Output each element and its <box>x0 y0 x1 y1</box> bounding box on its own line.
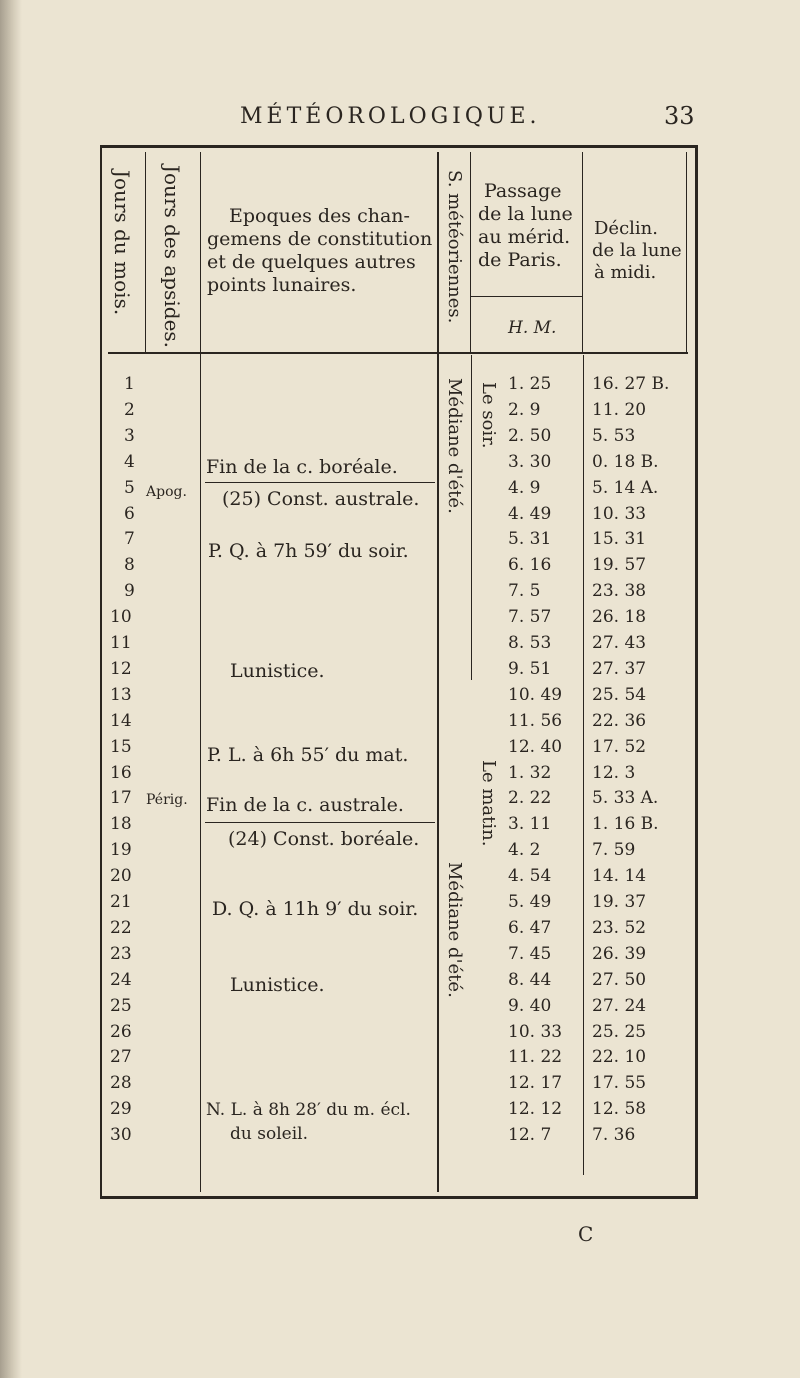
event-lunistice: Lunistice. <box>230 660 325 682</box>
event-const-boreale: (24) Const. boréale. <box>228 828 420 850</box>
apsis-apogee: Apog. <box>146 484 187 500</box>
day-number: 25 <box>110 995 132 1016</box>
declination-value: 26. 18 <box>592 607 647 628</box>
col-rule-4 <box>470 152 471 352</box>
declination-value: 17. 55 <box>592 1073 647 1094</box>
declination-value: 11. 20 <box>592 399 647 420</box>
col-header-declin <box>592 218 682 284</box>
col-rule-2 <box>200 152 201 1192</box>
col-header-passage-line: Passage <box>484 180 562 202</box>
event-fin-boreale: Fin de la c. boréale. <box>206 456 398 478</box>
event-fin-australe: Fin de la c. australe. <box>206 794 404 816</box>
day-number: 1 <box>124 374 135 394</box>
apsis-perigee: Périg. <box>146 792 188 808</box>
col-header-jours-mois: Jours du mois. <box>110 170 134 316</box>
declination-value: 10. 33 <box>592 503 647 524</box>
passage-value: 8. 44 <box>508 969 552 990</box>
declination-value: 23. 52 <box>592 917 647 938</box>
passage-value: 8. 53 <box>508 633 552 653</box>
day-number: 27 <box>110 1047 132 1068</box>
col-header-passage-line: au mérid. <box>478 226 571 248</box>
passage-group-matin: Le matin. <box>478 760 499 847</box>
page-number: 33 <box>664 102 695 130</box>
declination-value: 19. 57 <box>592 555 647 576</box>
passage-value: 12. 40 <box>508 736 563 757</box>
declination-value: 1. 16 B. <box>592 814 659 835</box>
col-rule-1 <box>145 152 146 352</box>
passage-value: 2. 50 <box>508 425 552 446</box>
declination-value: 27. 50 <box>592 969 647 990</box>
col-rule-5 <box>582 152 583 352</box>
event-premier-quartier: P. Q. à 7h 59′ du soir. <box>208 540 409 562</box>
passage-value: 7. 5 <box>508 581 541 602</box>
passage-value: 12. 12 <box>508 1099 563 1120</box>
passage-value: 1. 32 <box>508 762 552 783</box>
passage-value: 3. 30 <box>508 451 552 472</box>
day-number: 21 <box>110 892 132 912</box>
header-bottom-rule <box>108 352 688 354</box>
day-number: 19 <box>110 840 132 861</box>
passage-value: 2. 22 <box>508 788 552 809</box>
passage-value: 9. 51 <box>508 658 552 679</box>
passage-value: 10. 49 <box>508 684 563 705</box>
declination-value: 15. 31 <box>592 529 647 550</box>
col-header-passage <box>478 180 573 272</box>
day-number: 15 <box>110 736 132 757</box>
declination-value: 25. 54 <box>592 684 647 705</box>
col-header-saisons: S. météoriennes. <box>444 170 465 324</box>
saison-mediane-ete: Médiane d'été. <box>444 862 465 998</box>
day-number: 24 <box>110 969 132 990</box>
passage-value: 4. 49 <box>508 503 552 524</box>
col-header-epoques-line: points lunaires. <box>207 274 357 296</box>
passage-value: 3. 11 <box>508 814 552 835</box>
passage-value: 11. 22 <box>508 1047 563 1068</box>
declination-value: 7. 59 <box>592 840 636 861</box>
signature-mark: C <box>578 1222 594 1246</box>
passage-value: 4. 2 <box>508 840 541 861</box>
col-rule-6 <box>686 152 687 352</box>
event-rule <box>205 822 435 823</box>
declination-value: 5. 53 <box>592 425 636 446</box>
col-rule-3 <box>437 152 439 1192</box>
declination-value: 25. 25 <box>592 1021 647 1042</box>
declination-value: 27. 24 <box>592 995 647 1016</box>
event-rule <box>205 482 435 483</box>
col-header-declin-line: Déclin. <box>594 218 658 239</box>
col-header-passage-line: de la lune <box>478 203 573 225</box>
declination-value: 16. 27 B. <box>592 374 670 394</box>
day-number: 9 <box>124 581 135 602</box>
day-number: 12 <box>110 658 132 679</box>
saison-rule <box>471 355 472 680</box>
col-header-passage-units: H. M. <box>508 318 557 338</box>
day-number: 17 <box>110 788 132 809</box>
declination-value: 27. 37 <box>592 658 647 679</box>
day-number: 13 <box>110 684 132 705</box>
declination-value: 19. 37 <box>592 892 647 912</box>
passage-group-soir: Le soir. <box>478 382 499 449</box>
day-number: 7 <box>124 529 135 550</box>
col-header-epoques-line: Epoques des chan- <box>229 205 410 227</box>
declination-value: 5. 14 A. <box>592 477 659 498</box>
declination-value: 12. 58 <box>592 1099 647 1120</box>
event-nouvelle-lune: N. L. à 8h 28′ du m. écl. <box>206 1100 411 1120</box>
declination-value: 22. 36 <box>592 710 647 731</box>
passage-value: 7. 57 <box>508 607 552 628</box>
day-number: 10 <box>110 607 132 628</box>
event-const-australe: (25) Const. australe. <box>222 488 420 510</box>
day-number: 5 <box>124 477 135 498</box>
passage-value: 2. 9 <box>508 399 541 420</box>
passage-declin-rule <box>583 355 584 1175</box>
col-header-declin-line: de la lune <box>592 240 682 261</box>
declination-value: 27. 43 <box>592 633 647 653</box>
declination-value: 0. 18 B. <box>592 451 659 472</box>
event-eclipse-soleil: du soleil. <box>230 1124 308 1144</box>
day-number: 29 <box>110 1099 132 1120</box>
day-number: 22 <box>110 917 132 938</box>
declination-value: 23. 38 <box>592 581 647 602</box>
col-header-epoques <box>207 205 432 297</box>
col-header-epoques-line: gemens de constitution <box>207 228 433 250</box>
declination-value: 17. 52 <box>592 736 647 757</box>
day-number: 6 <box>124 503 135 524</box>
passage-value: 12. 17 <box>508 1073 563 1094</box>
col-header-epoques-line: et de quelques autres <box>207 251 416 273</box>
day-number: 16 <box>110 762 132 783</box>
passage-value: 4. 9 <box>508 477 541 498</box>
saison-mediane-ete: Médiane d'été. <box>444 378 465 514</box>
passage-value: 7. 45 <box>508 943 552 964</box>
day-number: 11 <box>110 633 132 653</box>
day-number: 8 <box>124 555 135 576</box>
event-lunistice: Lunistice. <box>230 974 325 996</box>
day-number: 4 <box>124 451 135 472</box>
passage-value: 4. 54 <box>508 866 552 887</box>
day-number: 20 <box>110 866 132 887</box>
col-header-passage-line: de Paris. <box>478 249 562 271</box>
day-number: 23 <box>110 943 132 964</box>
col-header-declin-line: à midi. <box>594 262 657 283</box>
passage-units-rule <box>470 296 582 297</box>
day-number: 28 <box>110 1073 132 1094</box>
running-header-title: MÉTÉOROLOGIQUE. <box>240 104 541 129</box>
passage-value: 10. 33 <box>508 1021 563 1042</box>
passage-value: 9. 40 <box>508 995 552 1016</box>
passage-value: 6. 16 <box>508 555 552 576</box>
declination-value: 5. 33 A. <box>592 788 659 809</box>
passage-value: 5. 49 <box>508 892 552 912</box>
event-dernier-quartier: D. Q. à 11h 9′ du soir. <box>212 898 419 920</box>
declination-value: 14. 14 <box>592 866 647 887</box>
passage-value: 6. 47 <box>508 917 552 938</box>
day-number: 30 <box>110 1125 132 1146</box>
passage-value: 11. 56 <box>508 710 563 731</box>
passage-value: 1. 25 <box>508 374 552 394</box>
day-number: 14 <box>110 710 132 731</box>
declination-value: 12. 3 <box>592 762 636 783</box>
col-header-jours-apsides: Jours des apsides. <box>160 165 184 349</box>
day-number: 26 <box>110 1021 132 1042</box>
page-binding-edge <box>0 0 22 1378</box>
declination-value: 26. 39 <box>592 943 647 964</box>
day-number: 3 <box>124 425 135 446</box>
event-pleine-lune: P. L. à 6h 55′ du mat. <box>207 744 409 766</box>
declination-value: 7. 36 <box>592 1125 636 1146</box>
passage-value: 12. 7 <box>508 1125 552 1146</box>
declination-value: 22. 10 <box>592 1047 647 1068</box>
passage-value: 5. 31 <box>508 529 552 550</box>
day-number: 2 <box>124 399 135 420</box>
day-number: 18 <box>110 814 132 835</box>
